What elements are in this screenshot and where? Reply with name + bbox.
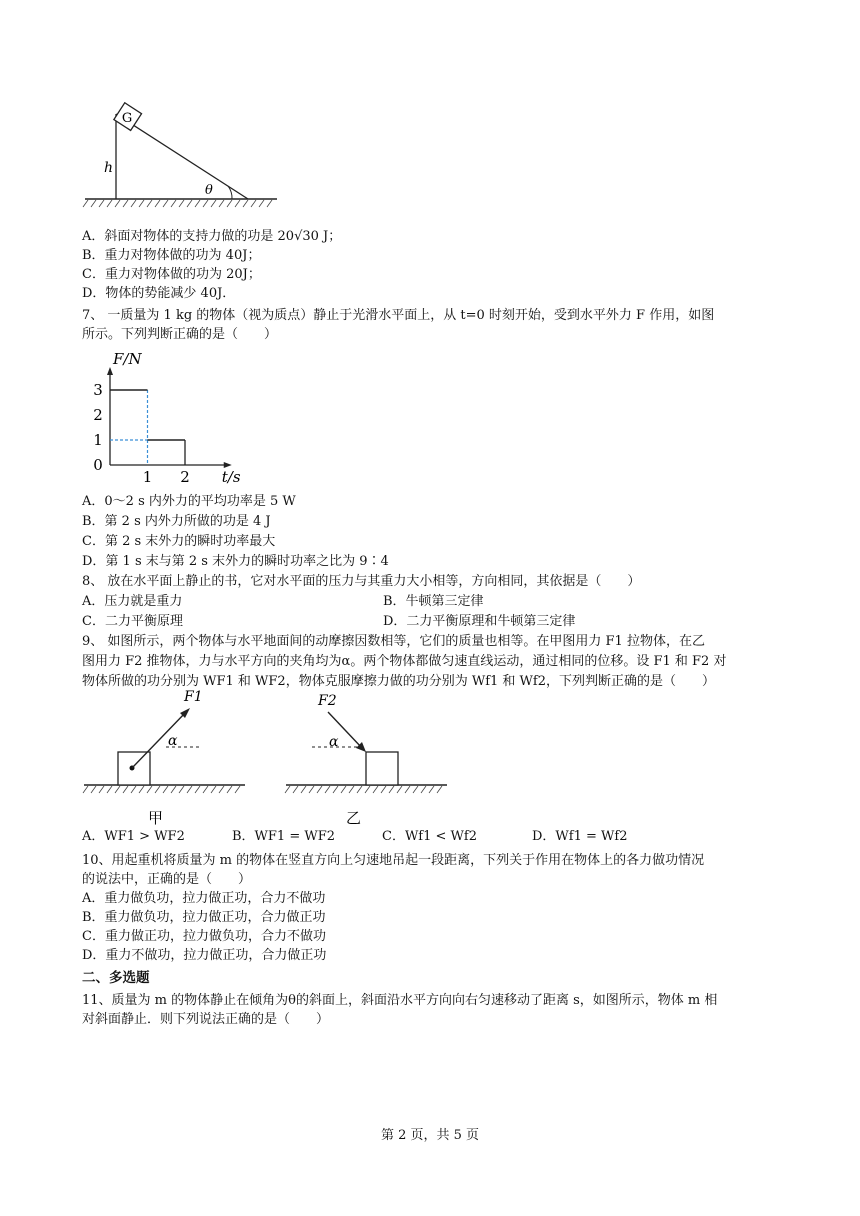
q8-stem: 8、 放在水平面上静止的书，它对水平面的压力与其重力大小相等，方向相同，其依据是（ ） [82,574,641,589]
q9-stem-line1: 9、 如图所示，两个物体与水平地面间的动摩擦因数相等，它们的质量也相等。在甲图用力 F1 拉物体，在乙 [82,634,705,649]
alpha-label-jia: α [168,733,178,749]
q6-option-c: C．重力对物体做的功为 20J； [82,267,261,282]
y-tick-label: 0 [93,456,103,474]
yi-label: 乙 [346,809,362,827]
q9-option-d: D．Wf1 = Wf2 [532,829,628,844]
q7-option-c: C．第 2 s 末外力的瞬时功率最大 [82,534,276,549]
alpha-label-yi: α [329,734,339,750]
y-tick-label: 1 [93,431,103,449]
q6-option-b: B．重力对物体做的功为 40J； [82,248,261,263]
q10-option-d: D．重力不做功，拉力做正功，合力做正功 [82,948,327,963]
y-axis-label: F/N [113,350,142,368]
q8-option-d: D．二力平衡原理和牛顿第三定律 [383,614,576,629]
q9-option-b: B．WF1 = WF2 [232,829,336,844]
x-tick-label: 2 [180,468,190,485]
f2-label: F2 [318,693,337,709]
q9-stem-line3: 物体所做的功分别为 WF1 和 WF2，物体克服摩擦力做的功分别为 Wf1 和 Wf2，下列判断正确的是（ ） [82,674,715,689]
q10-option-c: C．重力做正功，拉力做负功，合力不做功 [82,929,326,944]
section-heading: 二、多选题 [82,970,150,986]
x-tick-label: 1 [142,468,153,485]
q7-stem-line2: 所示。下列判断正确的是（ ） [82,327,278,342]
q7-option-a: A．0～2 s 内外力的平均功率是 5 W [82,494,296,509]
q9-option-c: C．Wf1 < Wf2 [382,829,477,844]
y-tick-label: 3 [93,381,103,399]
q7-option-d: D．第 1 s 末与第 2 s 末外力的瞬时功率之比为 9∶4 [82,554,389,569]
y-tick-label: 2 [93,406,103,424]
q10-option-a: A．重力做负功，拉力做正功，合力不做功 [82,891,326,906]
block-g-label: G [121,111,133,126]
q10-stem-line2: 的说法中，正确的是（ ） [82,872,252,887]
y-axis-arrow [107,367,113,375]
q8-option-a: A．压力就是重力 [82,594,183,609]
force-time-chart [80,350,260,485]
q9-option-a: A．WF1 > WF2 [82,829,185,844]
page-footer: 第 2 页，共 5 页 [380,1128,480,1143]
angle-label: θ [205,183,213,198]
f1-label: F1 [184,690,203,705]
incline-figure [80,100,280,215]
q8-option-c: C．二力平衡原理 [82,614,183,629]
figure-jia [80,690,250,830]
q11-stem-line2: 对斜面静止．则下列说法正确的是（ ） [82,1012,330,1027]
q10-stem-line1: 10、用起重机将质量为 m 的物体在竖直方向上匀速地吊起一段距离，下列关于作用在物体上的各力做功情况 [82,853,705,868]
q7-stem-line1: 7、 一质量为 1 kg 的物体（视为质点）静止于光滑水平面上，从 t=0 时刻开始，受到水平外力 F 作用，如图 [82,308,715,323]
figure-yi [282,690,452,830]
x-axis-label: t/s [221,468,241,485]
q6-option-d: D．物体的势能减少 40J． [82,286,236,301]
q9-stem-line2: 图用力 F2 推物体，力与水平方向的夹角均为α。两个物体都做匀速直线运动，通过相同的位移。设 F1 和 F2 对 [82,654,727,669]
q8-option-b: B．牛顿第三定律 [383,594,484,609]
q11-stem-line1: 11、质量为 m 的物体静止在倾角为θ的斜面上，斜面沿水平方向向右匀速移动了距离 s，如图所示，物体 m 相 [82,993,718,1008]
height-label: h [104,160,114,176]
q6-option-a: A．斜面对物体的支持力做的功是 20√30 J； [82,229,342,244]
jia-label: 甲 [148,809,164,827]
q10-option-b: B．重力做负功，拉力做正功，合力做正功 [82,910,326,925]
q7-option-b: B．第 2 s 内外力所做的功是 4 J [82,514,271,529]
